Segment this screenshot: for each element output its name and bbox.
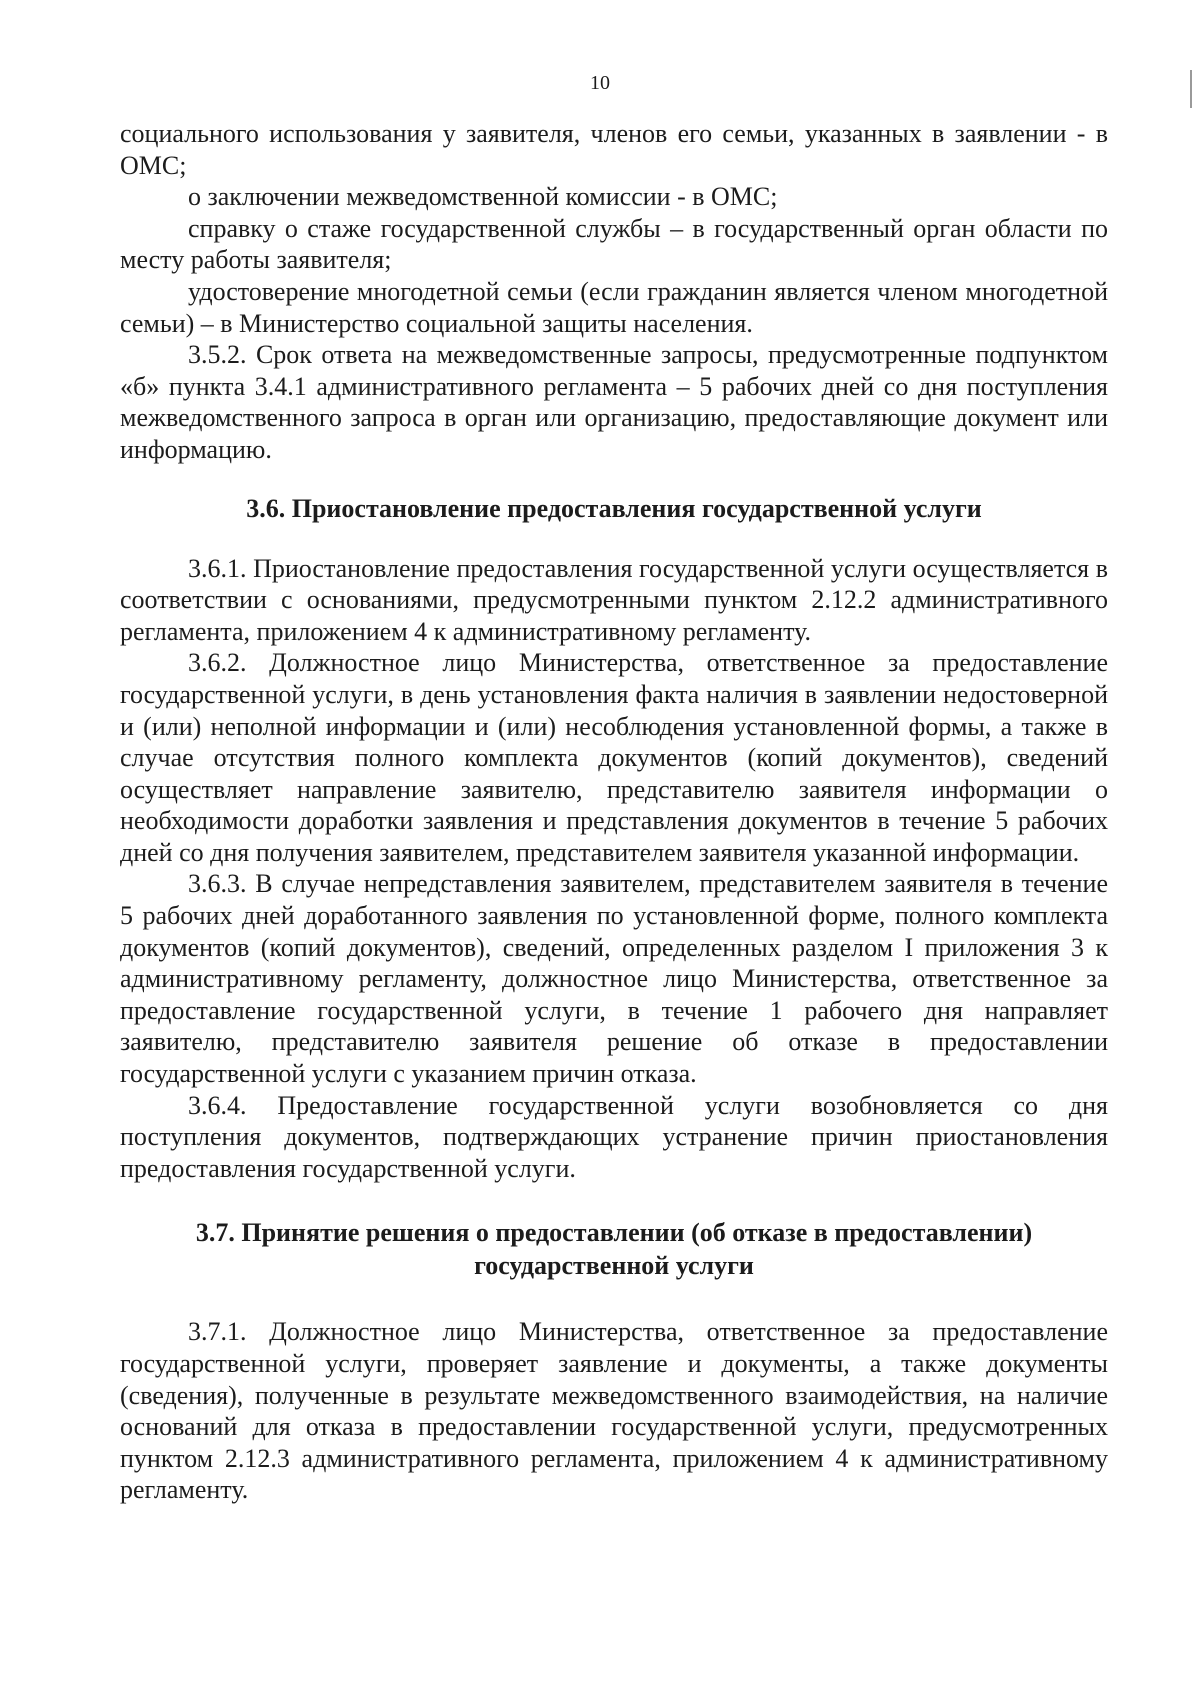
- scan-edge-mark: [1190, 70, 1192, 108]
- paragraph: о заключении межведомственной комиссии - в ОМС;: [188, 182, 778, 212]
- page-number: 10: [590, 72, 610, 94]
- paragraph: 3.6.2. Должностное лицо Министерства, ответственное за предоставление государственной услуги, в день установления факта наличия в заявлении недостоверной и (или) неполной информации и (или) несоблюдения установленной формы, а также в случае отсутствия полного комплекта документов (копий документов), сведений осуществляет направление заявителю, представителю заявителя информации о необходимости доработки заявления и представления документов в течение 5 рабочих дней со дня получения заявителем, представителем заявителя указанной информации.: [120, 648, 1108, 867]
- section-heading-line: 3.7. Принятие решения о предоставлении (об отказе в предоставлении): [195, 1218, 1033, 1248]
- paragraph: 3.6.3. В случае непредставления заявителем, представителем заявителя в течение 5 рабочих дней доработанного заявления по установленной форме, полного комплекта документов (копий документов), сведений, определенных разделом I приложения 3 к административному регламенту, должностное лицо Министерства, ответственное за предоставление государственной услуги, в течение 1 рабочего дня направляет заявителю, представителю заявителя решение об отказе в предоставлении государственной услуги с указанием причин отказа.: [120, 869, 1108, 1089]
- section-heading: 3.6. Приостановление предоставления государственной услуги: [246, 493, 982, 523]
- document-body: [120, 118, 1108, 1506]
- paragraph: 3.6.4. Предоставление государственной услуги возобновляется со дня поступления документов, подтверждающих устранение причин приостановления предоставления государственной услуги.: [120, 1090, 1108, 1183]
- paragraph: 3.7.1. Должностное лицо Министерства, ответственное за предоставление государственной услуги, проверяет заявление и документы, а также документы (сведения), полученные в результате межведомственного взаимодействия, на наличие оснований для отказа в предоставлении государственной услуги, предусмотренных пунктом 2.12.3 административного регламента, приложением 4 к административному регламенту.: [120, 1317, 1108, 1505]
- paragraph: 3.6.1. Приостановление предоставления государственной услуги осуществляется в соответствии с основаниями, предусмотренными пунктом 2.12.2 административного регламента, приложением 4 к административному регламенту.: [120, 553, 1108, 646]
- paragraph: справку о стаже государственной службы – в государственный орган области по месту работы заявителя;: [120, 213, 1108, 275]
- section-heading: [120, 1216, 1108, 1282]
- paragraph: удостоверение многодетной семьи (если гражданин является членом многодетной семьи) – в Министерство социальной защиты населения.: [120, 276, 1108, 338]
- paragraph: 3.5.2. Срок ответа на межведомственные запросы, предусмотренные подпунктом «б» пункта 3.4.1 административного регламента – 5 рабочих дней со дня поступления межведомственного запроса в орган или организацию, предоставляющие документ или информацию.: [120, 340, 1108, 464]
- paragraph: социального использования у заявителя, членов его семьи, указанных в заявлении - в ОМС;: [120, 119, 1108, 180]
- section-heading-line: государственной услуги: [474, 1251, 754, 1281]
